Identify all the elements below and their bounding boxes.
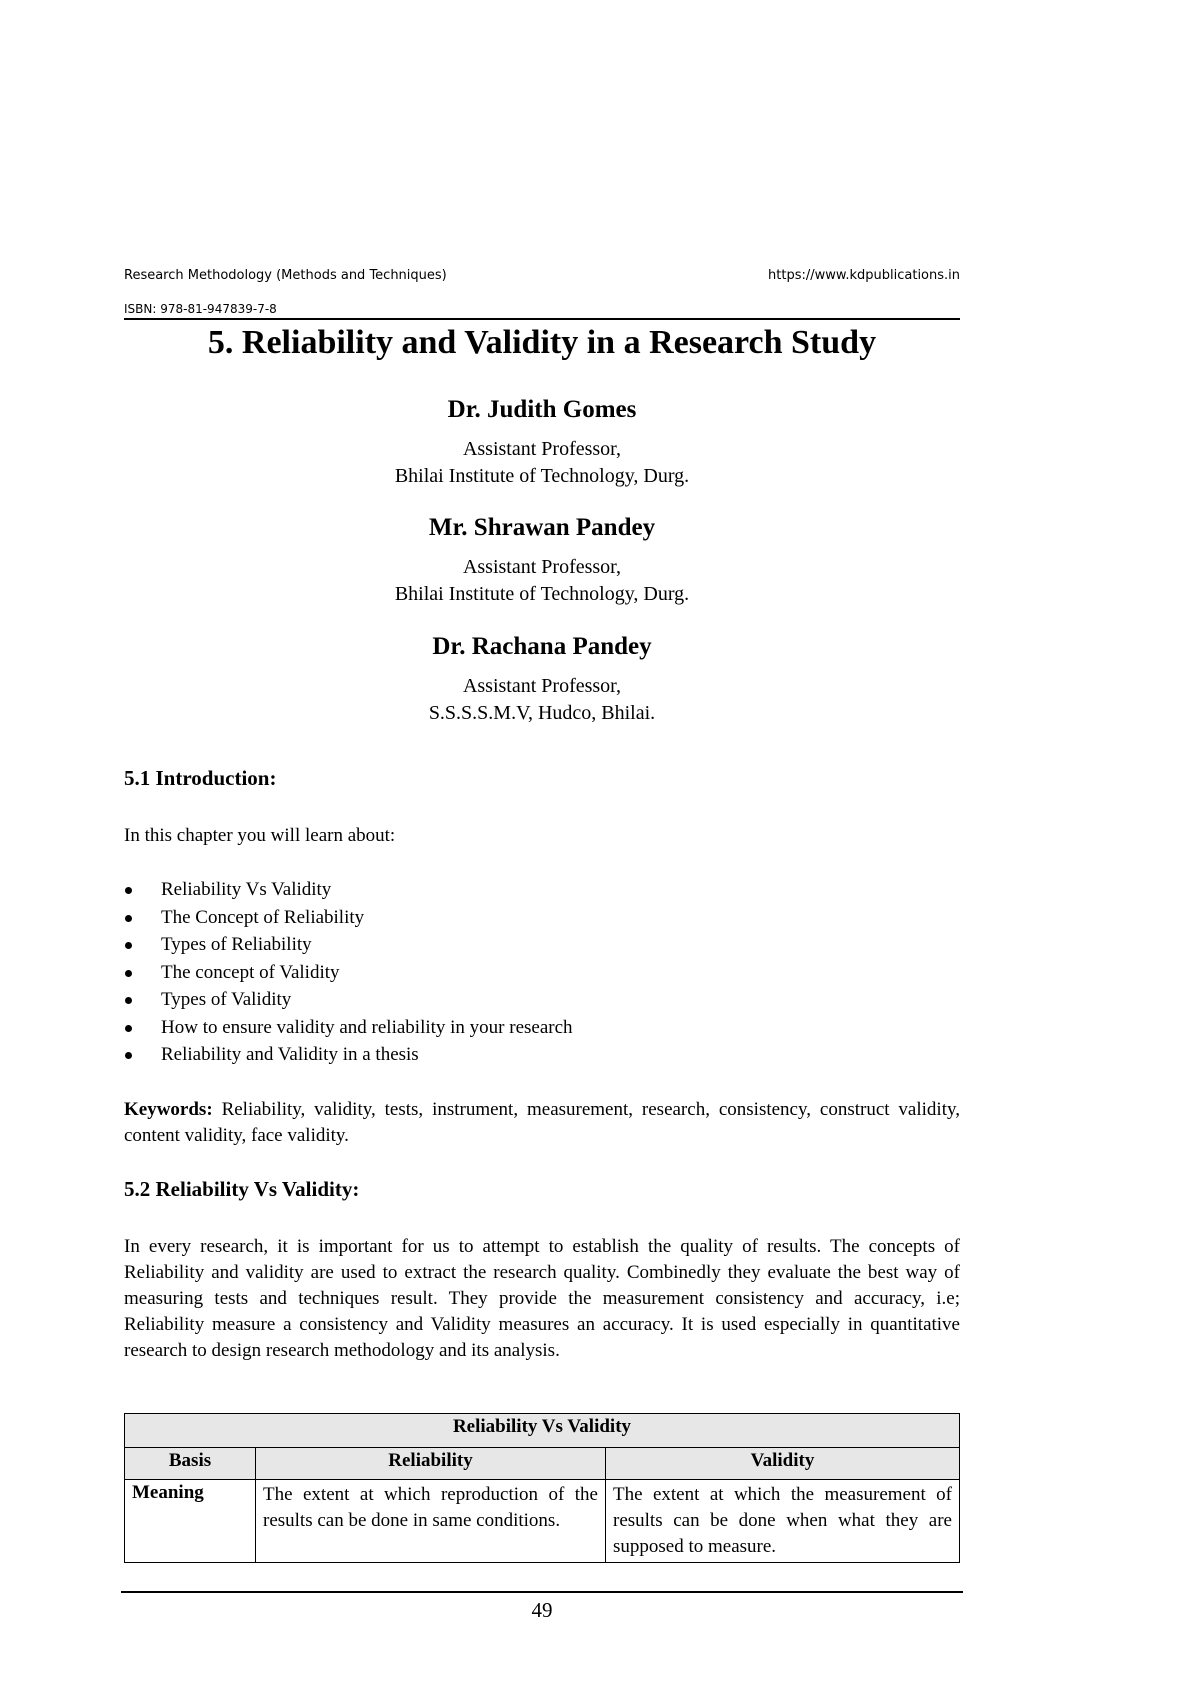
- table-row: [125, 1480, 960, 1563]
- chapter-title: 5. Reliability and Validity in a Research Study: [207, 324, 877, 361]
- page-number: 49: [531, 1598, 553, 1622]
- column-header: Validity: [606, 1448, 960, 1480]
- author-institution: Bhilai Institute of Technology, Durg.: [394, 583, 690, 605]
- author-block: [124, 633, 960, 727]
- running-head: [124, 268, 960, 283]
- intro-text: In this chapter you will learn about:: [124, 825, 396, 846]
- author-affiliation: [124, 554, 960, 608]
- table-header-row: [125, 1448, 960, 1480]
- list-item: Reliability Vs Validity: [124, 876, 573, 904]
- column-header: Reliability: [256, 1448, 606, 1480]
- author-position: Assistant Professor,: [462, 556, 622, 578]
- publisher-url[interactable]: https://www.kdpublications.in: [768, 268, 960, 283]
- author-name: Dr. Judith Gomes: [447, 396, 637, 423]
- body-paragraph: In every research, it is important for us to attempt to establish the quality of results. The concepts of Reliability and validity are used to extract the research quality. Combinedly they evaluate the best way of measuring tests and techniques result. They provide the measurement consistency and accuracy, i.e; Reliability measure a consistency and Validity measures an accuracy. It is used especially in quantitative research to design research methodology and its analysis.: [124, 1236, 960, 1361]
- author-position: Assistant Professor,: [462, 675, 622, 697]
- author-affiliation: [124, 673, 960, 727]
- comparison-table: [124, 1413, 960, 1563]
- footer-rule: [121, 1591, 963, 1593]
- author-position: Assistant Professor,: [462, 438, 622, 460]
- section-heading-introduction: 5.1 Introduction:: [124, 766, 277, 790]
- author-block: [124, 514, 960, 608]
- bullet-icon: [125, 1052, 132, 1059]
- bullet-icon: [125, 1025, 132, 1032]
- list-item: Types of Validity: [124, 986, 573, 1014]
- list-item: The concept of Validity: [124, 959, 573, 987]
- bullet-icon: [125, 887, 132, 894]
- book-title: Research Methodology (Methods and Techniques): [124, 268, 447, 283]
- table-caption-row: [125, 1414, 960, 1448]
- table-cell-validity: The extent at which the measurement of results can be done when what they are supposed to measure.: [606, 1480, 960, 1563]
- bullet-icon: [125, 915, 132, 922]
- list-item: Types of Reliability: [124, 931, 573, 959]
- author-name: Mr. Shrawan Pandey: [428, 514, 656, 541]
- keywords-label: Keywords:: [124, 1099, 213, 1120]
- author-block: [124, 396, 960, 490]
- isbn: ISBN: 978-81-947839-7-8: [124, 302, 277, 316]
- author-affiliation: [124, 436, 960, 490]
- topics-list: [124, 876, 573, 1069]
- bullet-icon: [125, 997, 132, 1004]
- author-institution: S.S.S.S.M.V, Hudco, Bhilai.: [428, 702, 656, 724]
- author-name: Dr. Rachana Pandey: [432, 633, 652, 660]
- column-header: Basis: [125, 1448, 256, 1480]
- bullet-icon: [125, 942, 132, 949]
- list-item: How to ensure validity and reliability in your research: [124, 1014, 573, 1042]
- keywords-text: Reliability, validity, tests, instrument, measurement, research, consistency, construct validity, content validity, face validity.: [124, 1099, 960, 1146]
- table-caption: Reliability Vs Validity: [125, 1414, 960, 1448]
- section-heading-reliability-vs-validity: 5.2 Reliability Vs Validity:: [124, 1177, 360, 1201]
- table-cell-reliability: The extent at which reproduction of the results can be done in same conditions.: [256, 1480, 606, 1563]
- author-institution: Bhilai Institute of Technology, Durg.: [394, 465, 690, 487]
- list-item: Reliability and Validity in a thesis: [124, 1041, 573, 1069]
- table-cell-basis: Meaning: [125, 1480, 256, 1563]
- header-rule: [124, 318, 960, 320]
- bullet-icon: [125, 970, 132, 977]
- list-item: The Concept of Reliability: [124, 904, 573, 932]
- keywords-paragraph: [124, 1097, 960, 1149]
